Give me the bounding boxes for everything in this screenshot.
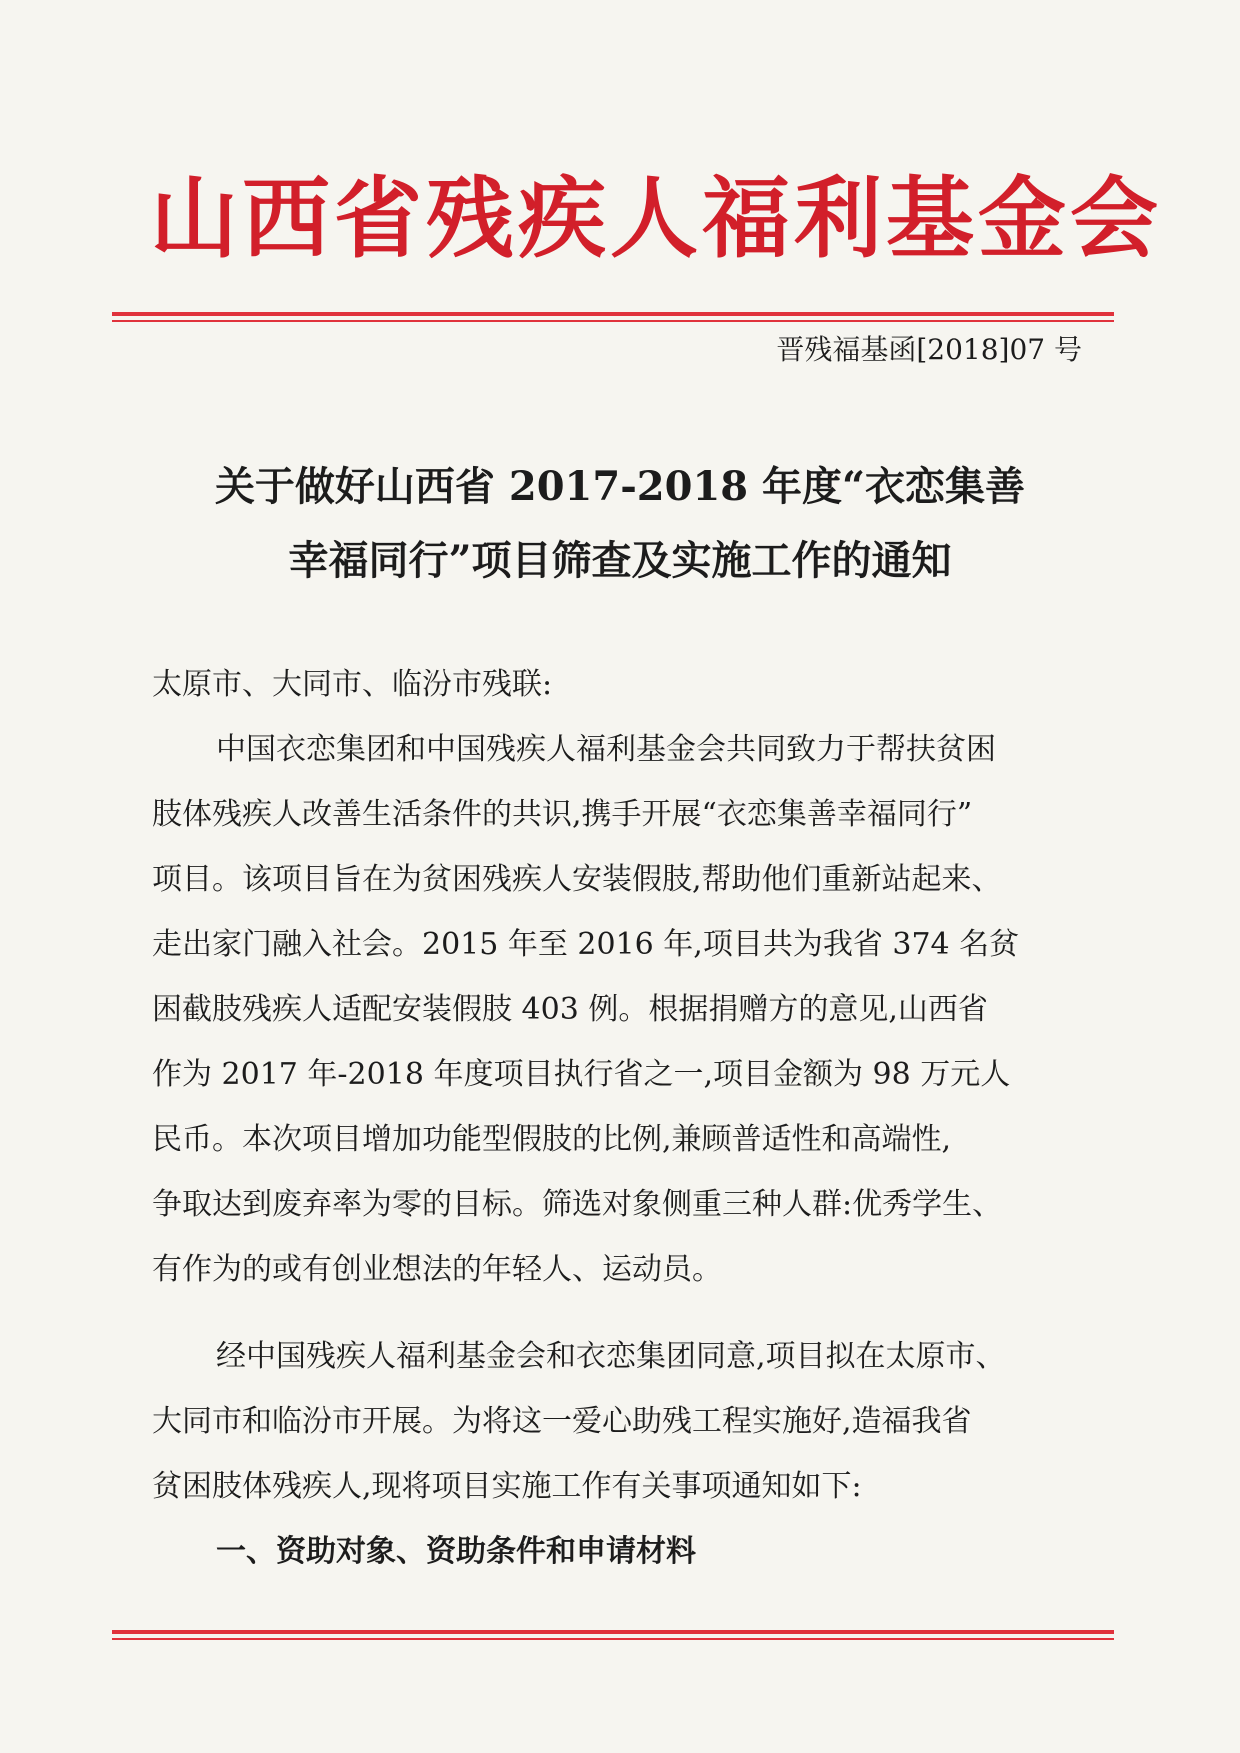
title-line-1: 关于做好山西省 2017-2018 年度“衣恋集善 bbox=[214, 463, 1026, 510]
paragraph-line: 大同市和临汾市开展。为将这一爱心助残工程实施好,造福我省 bbox=[152, 1404, 972, 1439]
paragraph-line: 困截肢残疾人适配安装假肢 403 例。根据捐赠方的意见,山西省 bbox=[152, 992, 988, 1027]
footer-rule-thin-line bbox=[112, 1638, 1114, 1640]
paragraph-line: 有作为的或有创业想法的年轻人、运动员。 bbox=[152, 1252, 722, 1287]
paragraph-line: 贫困肢体残疾人,现将项目实施工作有关事项通知如下: bbox=[152, 1469, 862, 1504]
paragraph-line: 争取达到废弃率为零的目标。筛选对象侧重三种人群:优秀学生、 bbox=[152, 1187, 1003, 1222]
paragraph-gap bbox=[152, 1302, 1082, 1324]
paragraph-line: 民币。本次项目增加功能型假肢的比例,兼顾普适性和高端性, bbox=[152, 1122, 952, 1157]
paragraph-line: 走出家门融入社会。2015 年至 2016 年,项目共为我省 374 名贫 bbox=[152, 927, 1020, 962]
header-rule-thin-line bbox=[112, 320, 1114, 322]
paragraph-line: 肢体残疾人改善生活条件的共识,携手开展“衣恋集善幸福同行” bbox=[152, 797, 973, 832]
paragraph-line: 经中国残疾人福利基金会和衣恋集团同意,项目拟在太原市、 bbox=[216, 1339, 1006, 1374]
document-title bbox=[120, 450, 1120, 598]
footer-rule-thick-line bbox=[112, 1630, 1114, 1634]
title-line-2: 幸福同行”项目筛查及实施工作的通知 bbox=[288, 537, 952, 584]
paragraph-2 bbox=[152, 1324, 1082, 1519]
paragraph-line: 项目。该项目旨在为贫困残疾人安装假肢,帮助他们重新站起来、 bbox=[152, 862, 1002, 897]
paragraph-line: 中国衣恋集团和中国残疾人福利基金会共同致力于帮扶贫困 bbox=[216, 732, 996, 767]
header-rule-thick-line bbox=[112, 312, 1114, 316]
organization-header: 山西省残疾人福利基金会 bbox=[150, 166, 1163, 270]
section-1-heading: 一、资助对象、资助条件和申请材料 bbox=[216, 1534, 696, 1569]
document-body bbox=[152, 652, 1082, 1584]
footer-red-rule bbox=[112, 1630, 1114, 1640]
document-number: 晋残福基函[2018]07 号 bbox=[776, 333, 1082, 366]
paragraph-1 bbox=[152, 717, 1082, 1302]
salutation: 太原市、大同市、临汾市残联: bbox=[152, 667, 553, 702]
header-red-rule bbox=[112, 312, 1114, 322]
paragraph-line: 作为 2017 年-2018 年度项目执行省之一,项目金额为 98 万元人 bbox=[152, 1057, 1011, 1092]
